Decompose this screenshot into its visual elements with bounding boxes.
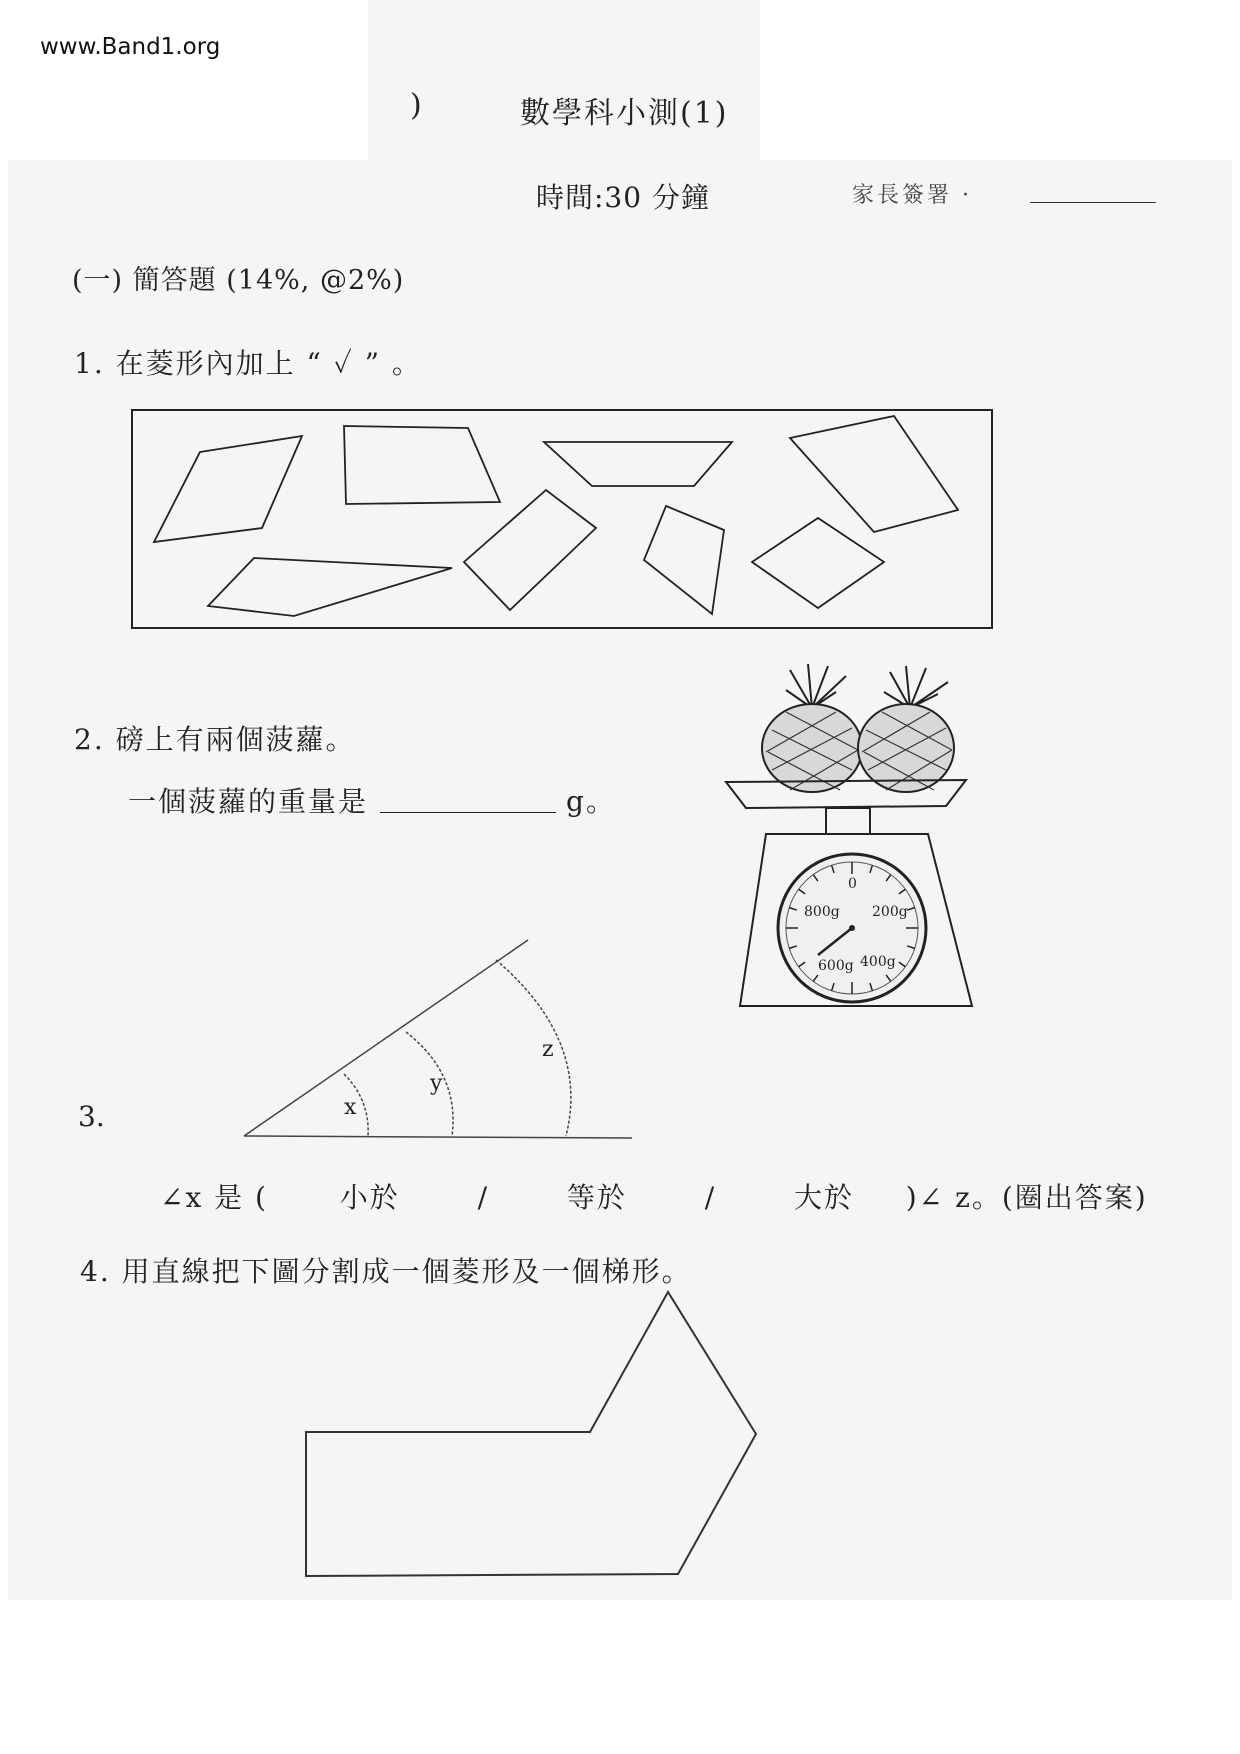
header-paren: ): [410, 88, 422, 123]
question-3-number: 3.: [78, 1100, 105, 1133]
dial-label-0: 0: [848, 876, 857, 892]
weight-unit: g。: [566, 785, 616, 818]
q4-composite-shape[interactable]: [306, 1292, 756, 1576]
site-url: www.Band1.org: [40, 34, 221, 60]
angle-label-z: z: [542, 1037, 554, 1062]
option-less-than[interactable]: 小於: [339, 1181, 400, 1214]
time-limit: 時間:30 分鐘: [536, 181, 710, 214]
dial-label-400g: 400g: [860, 954, 896, 970]
dial-label-800g: 800g: [804, 904, 840, 920]
option-separator-1: /: [477, 1181, 490, 1214]
option-equal[interactable]: 等於: [566, 1181, 627, 1214]
option-greater-than[interactable]: 大於: [793, 1181, 854, 1214]
q3-answer-suffix: )∠ z。(圈出答案): [905, 1181, 1148, 1214]
dial-label-200g: 200g: [872, 904, 908, 920]
angle-label-y: y: [430, 1071, 443, 1096]
parent-signature-label: 家長簽署 ·: [852, 183, 972, 208]
section-heading: (一) 簡答題 (14%, @2%): [72, 265, 405, 296]
page-title: 數學科小測(1): [520, 96, 729, 131]
question-2-prompt-text: 一個菠蘿的重量是: [128, 785, 369, 818]
question-4: 4. 用直線把下圖分割成一個菱形及一個梯形。: [80, 1255, 692, 1288]
q3-answer-prefix: ∠x 是 (: [160, 1181, 268, 1214]
angle-label-x: x: [344, 1095, 357, 1120]
question-2: 2. 磅上有兩個菠蘿。: [74, 723, 356, 756]
question-1: 1. 在菱形內加上 “ ✓ ” 。: [74, 347, 422, 380]
dial-label-600g: 600g: [818, 958, 854, 974]
option-separator-2: /: [704, 1181, 717, 1214]
